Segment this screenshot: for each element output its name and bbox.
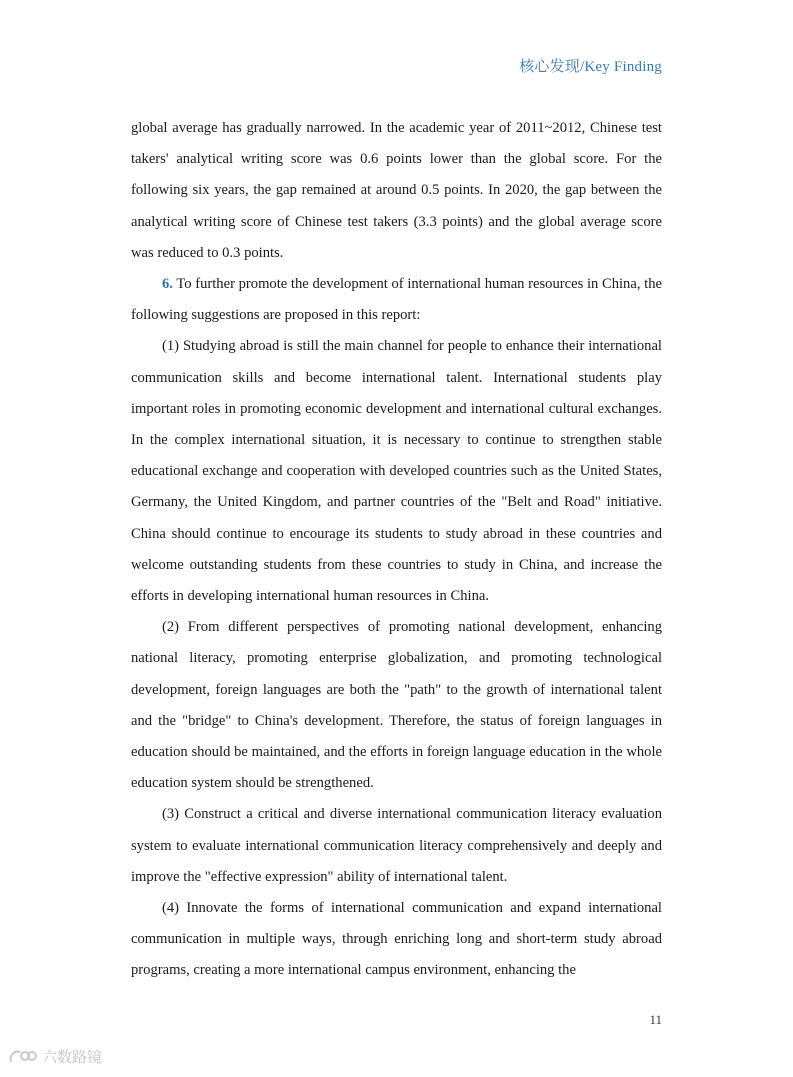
page-number: 11 bbox=[649, 1012, 662, 1027]
paragraph-suggestion-1: (1) Studying abroad is still the main channel for people to enhance their international communication skills and become international talent. International students play important roles in promoting economic development and international cultural exchanges. In the complex international situation, it is necessary to continue to strengthen stable educational exchange and cooperation with developed countries such as the United States, Germany, the United Kingdom, and partner countries of the "Belt and Road" initiative. China should continue to encourage its students to study abroad in these countries and welcome outstanding students from these countries to study in China, and increase the efforts in developing international human resources in China. bbox=[131, 338, 662, 605]
paragraph-continuation: global average has gradually narrowed. In the academic year of 2011~2012, Chinese test takers' analytical writing score was 0.6 points lower than the global score. For the following six years, the gap remained at around 0.5 points. In 2020, the gap between the analytical writing score of Chinese test takers (3.3 points) and the global average score was reduced to 0.3 points. bbox=[131, 120, 662, 261]
section-intro-text: To further promote the development of international human resources in China, the following suggestions are proposed in this report: bbox=[131, 276, 662, 324]
watermark-text: 六数路镜 bbox=[42, 1048, 103, 1066]
paragraph-suggestion-3: (3) Construct a critical and diverse international communication literacy evaluation system to evaluate international communication literacy comprehensively and deeply and improve the "effective expression" ability of international talent. bbox=[131, 806, 662, 885]
section-number: 6. bbox=[162, 276, 173, 293]
paragraph-suggestion-2: (2) From different perspectives of promoting national development, enhancing national literacy, promoting enterprise globalization, and promoting technological development, foreign languages are both the "path" to the growth of international talent and the "bridge" to China's development. Therefore, the status of foreign languages in education should be maintained, and the efforts in foreign language education in the whole education system should be strengthened. bbox=[131, 619, 662, 792]
watermark bbox=[8, 1046, 102, 1067]
paragraph-suggestion-4: (4) Innovate the forms of international communication and expand international communication in multiple ways, through enriching long and short-term study abroad programs, creating a more international campus environment, enhancing the bbox=[131, 900, 662, 979]
body-text bbox=[131, 113, 662, 987]
paragraph-suggestions-intro bbox=[131, 269, 662, 331]
watermark-logo-icon bbox=[8, 1047, 38, 1067]
running-header: 核心发现/Key Finding bbox=[519, 59, 662, 75]
